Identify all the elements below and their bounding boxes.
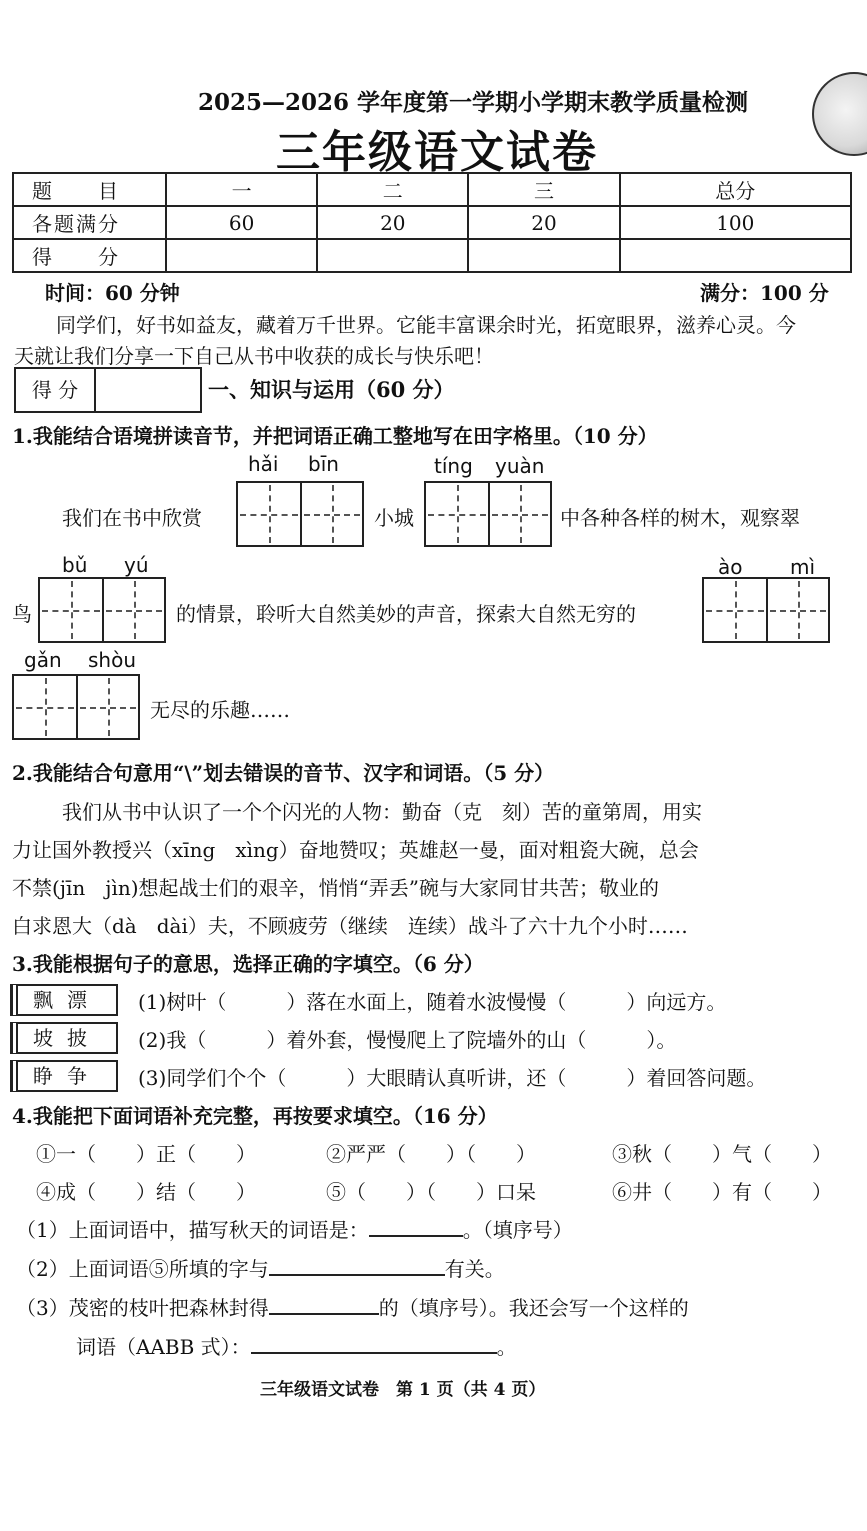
q4-sub-text: 。 (496, 1335, 517, 1359)
pinyin: yuàn (495, 454, 545, 478)
question-1-title: 1.我能结合语境拼读音节，并把词语正确工整地写在田字格里。（10 分） (12, 424, 658, 448)
q4-sub-text: （2）上面词语⑤所填的字与 (16, 1257, 269, 1281)
tianzige-grid[interactable] (38, 577, 166, 643)
pinyin: bīn (308, 452, 339, 476)
q4-sub-2 (16, 1253, 505, 1282)
q4-sub-1 (16, 1214, 573, 1243)
pinyin: ào (718, 555, 743, 579)
q2-line: 不禁(jīn jìn)想起战士们的艰辛，悄悄“弄丢”碗与大家同甘共苦；敬业的 (12, 876, 660, 900)
tianzige-grid[interactable] (236, 481, 364, 547)
answer-blank[interactable] (269, 1274, 445, 1276)
page-footer: 三年级语文试卷 第 1 页（共 4 页） (260, 1380, 546, 1400)
column-header: 二 (317, 173, 468, 206)
table-cell: 100 (620, 206, 851, 239)
q1-text: 小城 (374, 506, 414, 530)
question-2-title: 2.我能结合句意用“\”划去错误的音节、汉字和词语。（5 分） (12, 761, 555, 785)
q4-item: ①一（ ）正（ ） (36, 1142, 256, 1166)
q2-line: 我们从书中认识了一个个闪光的人物：勤奋（克 刻）苦的童第周，用实 (62, 800, 702, 824)
table-row (13, 239, 851, 272)
q3-line: (3)同学们个个（ ）大眼睛认真听讲，还（ ）着回答问题。 (138, 1066, 767, 1090)
answer-blank[interactable] (369, 1235, 463, 1237)
moon-decoration-icon (812, 72, 867, 156)
column-header: 三 (468, 173, 619, 206)
score-table (12, 172, 852, 273)
intro-line: 天就让我们分享一下自己从书中收获的成长与快乐吧！ (14, 344, 494, 368)
q4-item: ④成（ ）结（ ） (36, 1180, 256, 1204)
q4-sub-text: 。（填序号） (462, 1218, 573, 1242)
pinyin: yú (124, 553, 149, 577)
q1-text: 中各种各样的树木，观察翠 (560, 506, 800, 530)
q4-sub-text: 的（填序号）。我还会写一个这样的 (378, 1296, 689, 1320)
answer-blank[interactable] (251, 1352, 497, 1354)
row-header: 题 目 (13, 173, 166, 206)
q2-line: 力让国外教授兴（xīng xìng）奋地赞叹；英雄赵一曼，面对粗瓷大碗，总会 (12, 838, 699, 862)
intro-line: 同学们，好书如益友，藏着万千世界。它能丰富课余时光，拓宽眼界，滋养心灵。今 (56, 313, 796, 337)
q4-item: ⑤（ ）（ ）口呆 (326, 1180, 536, 1204)
table-row (13, 206, 851, 239)
q2-line: 白求恩大（dà dài）夫，不顾疲劳（继续 连续）战斗了六十九个小时…… (12, 914, 688, 938)
q1-text: 鸟 (12, 602, 32, 626)
q3-line: (2)我（ ）着外套，慢慢爬上了院墙外的山（ ）。 (138, 1028, 677, 1052)
row-header: 各题满分 (13, 206, 166, 239)
pinyin: shòu (88, 648, 137, 672)
score-cell[interactable] (468, 239, 619, 272)
q1-text: 的情景，聆听大自然美妙的声音，探索大自然无穷的 (176, 602, 636, 626)
q4-sub-text: 有关。 (444, 1257, 505, 1281)
column-header: 一 (166, 173, 317, 206)
q4-item: ②严严（ ）（ ） (326, 1142, 536, 1166)
q1-text: 我们在书中欣赏 (62, 506, 202, 530)
score-cell[interactable] (620, 239, 851, 272)
pinyin: mì (790, 555, 816, 579)
section-score-input[interactable] (96, 369, 200, 411)
section-score-box (14, 367, 202, 413)
q4-sub-3 (16, 1292, 689, 1321)
option-box: 飘漂 (16, 984, 118, 1016)
answer-blank[interactable] (269, 1313, 379, 1315)
question-4-title: 4.我能把下面词语补充完整，再按要求填空。（16 分） (12, 1104, 498, 1128)
q4-sub-text: 词语（AABB 式）： (76, 1335, 251, 1359)
pinyin: tíng (434, 454, 473, 478)
q4-sub-text: （1）上面词语中，描写秋天的词语是： (16, 1218, 369, 1242)
pinyin: hǎi (248, 452, 279, 476)
exam-subtitle: 2025—2026 学年度第一学期小学期末教学质量检测 (198, 89, 749, 116)
table-cell: 20 (317, 206, 468, 239)
question-3-title: 3.我能根据句子的意思，选择正确的字填空。（6 分） (12, 952, 484, 976)
table-cell: 60 (166, 206, 317, 239)
table-cell: 20 (468, 206, 619, 239)
option-box: 睁争 (16, 1060, 118, 1092)
q3-line: (1)树叶（ ）落在水面上，随着水波慢慢（ ）向远方。 (138, 990, 727, 1014)
q4-item: ③秋（ ）气（ ） (612, 1142, 832, 1166)
score-cell[interactable] (317, 239, 468, 272)
exam-time: 时间：60 分钟 (45, 281, 180, 305)
pinyin: gǎn (24, 648, 62, 672)
tianzige-grid[interactable] (12, 674, 140, 740)
tianzige-grid[interactable] (702, 577, 830, 643)
q1-text: 无尽的乐趣…… (150, 698, 290, 722)
tianzige-grid[interactable] (424, 481, 552, 547)
section-score-label: 得 分 (16, 369, 96, 411)
pinyin: bǔ (62, 553, 88, 577)
section-heading: 一、知识与运用（60 分） (208, 377, 455, 402)
full-score: 满分：100 分 (700, 281, 829, 305)
score-cell[interactable] (166, 239, 317, 272)
column-header: 总分 (620, 173, 851, 206)
option-box: 坡披 (16, 1022, 118, 1054)
q4-sub-3-cont (76, 1331, 517, 1360)
row-header: 得 分 (13, 239, 166, 272)
q4-item: ⑥井（ ）有（ ） (612, 1180, 832, 1204)
table-row (13, 173, 851, 206)
exam-title: 三年级语文试卷 (276, 127, 598, 178)
q4-sub-text: （3）茂密的枝叶把森林封得 (16, 1296, 269, 1320)
